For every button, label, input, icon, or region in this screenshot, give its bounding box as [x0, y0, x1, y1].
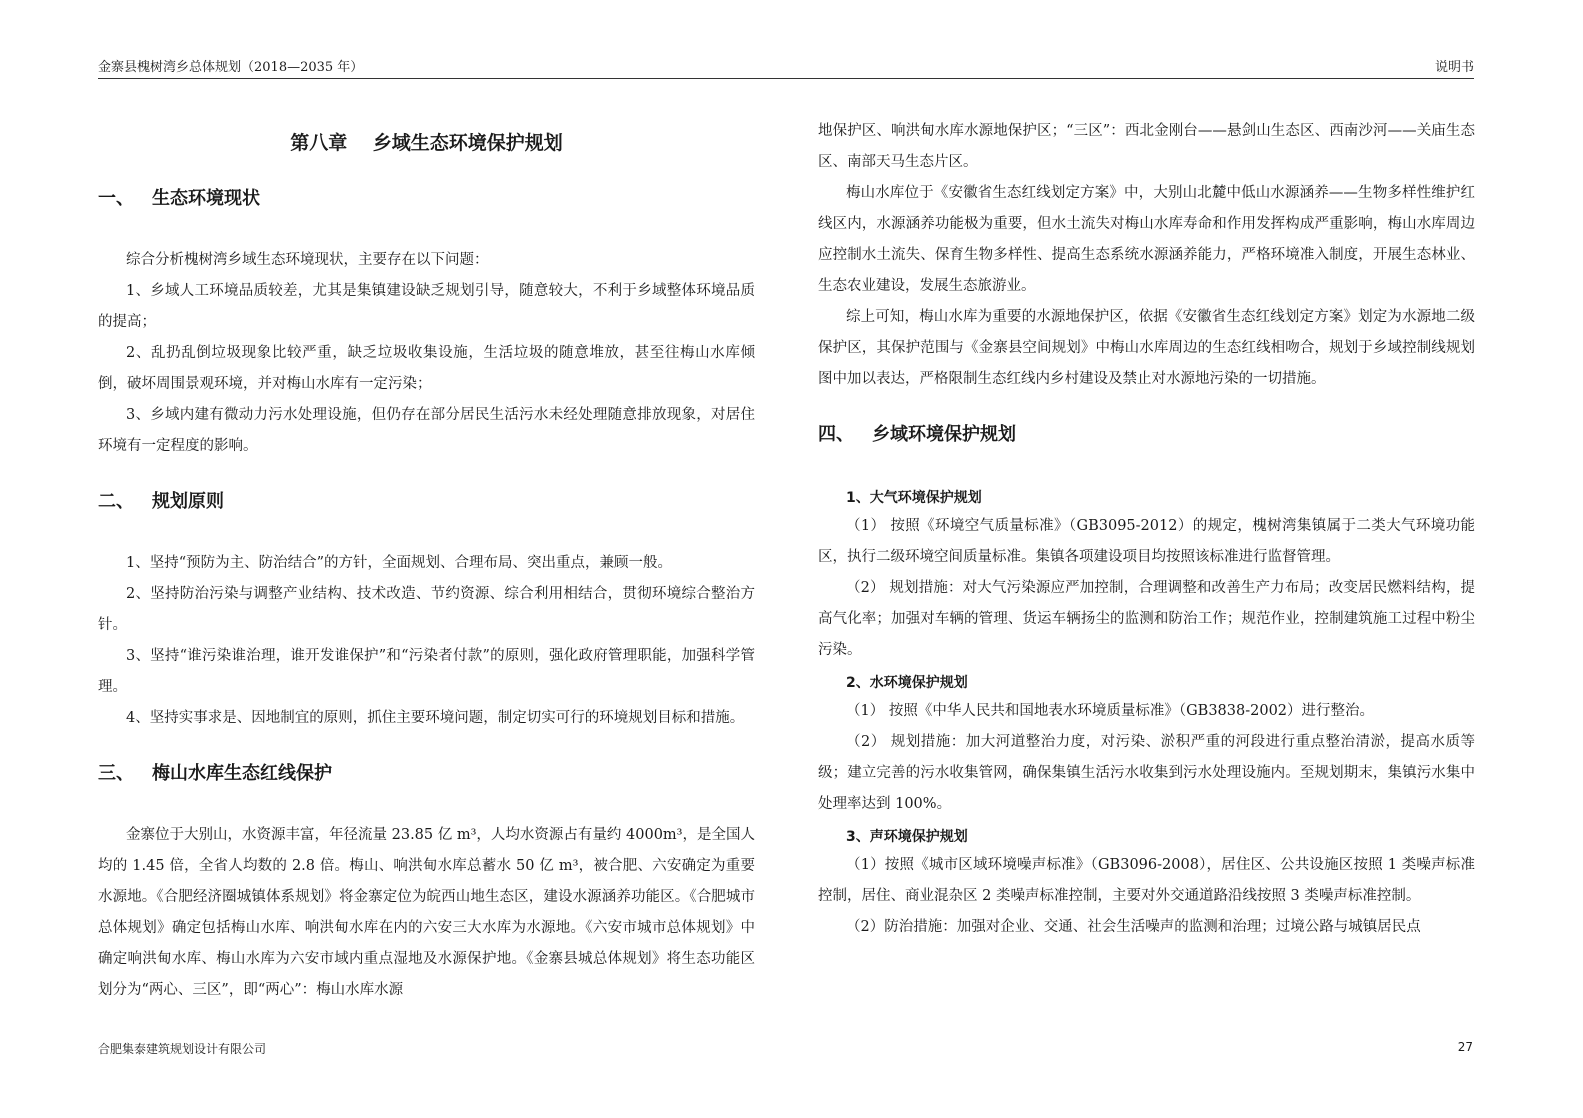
chapter-title: 第八章 乡域生态环境保护规划: [290, 132, 563, 154]
list-item: 1、乡域人工环境品质较差，尤其是集镇建设缺乏规划引导，随意较大，不利于乡域整体环境品质的提高；: [98, 283, 755, 330]
list-item: 2、乱扔乱倒垃圾现象比较严重，缺乏垃圾收集设施，生活垃圾的随意堆放，甚至往梅山水库倾倒，破坏周围景观环境，并对梅山水库有一定污染；: [98, 345, 755, 392]
footer-company: 合肥集泰建筑规划设计有限公司: [98, 1042, 267, 1056]
list-item: 2、坚持防治污染与调整产业结构、技术改造、节约资源、综合利用相结合，贯彻环境综合整治方针。: [98, 586, 755, 633]
section-title: 规划原则: [152, 491, 224, 512]
paragraph: （2） 规划措施：加大河道整治力度，对污染、淤积严重的河段进行重点整治清淤，提高水质等级；建立完善的污水收集管网，确保集镇生活污水收集到污水处理设施内。至规划期末，集镇污水集中处理率达到 100%。: [818, 734, 1475, 812]
paragraph: 金寨位于大别山，水资源丰富，年径流量 23.85 亿 m³，人均水资源占有量约 4000m³，是全国人均的 1.45 倍，全省人均数的 2.8 倍。梅山、响洪甸水库总蓄水 50 亿 m³，被合肥、六安确定为重要水源地。《合肥经济圈城镇体系规划》将金寨定位为皖西山地生态区，建设水源涵养功能区。《合肥城市总体规划》确定包括梅山水库、响洪甸水库在内的六安三大水库为水源地。《六安市城市总体规划》中确定响洪甸水库、梅山水库为六安市域内重点湿地及水源保护地。《金寨县城总体规划》将生态功能区划分为“两心、三区”，即“两心”：梅山水库水源: [98, 827, 755, 998]
paragraph: （1）按照《城市区域环境噪声标准》（GB3096-2008），居住区、公共设施区按照 1 类噪声标准控制，居住、商业混杂区 2 类噪声标准控制，主要对外交通道路沿线按照 3 类噪声标准控制。: [818, 857, 1475, 904]
section-heading-1: [98, 185, 755, 213]
document-title: 金寨县槐树湾乡总体规划（2018—2035 年）: [98, 60, 364, 75]
list-item: 1、坚持“预防为主、防治结合”的方针，全面规划、合理布局、突出重点，兼顾一般。: [126, 555, 673, 571]
list-item: 3、乡域内建有微动力污水处理设施，但仍存在部分居民生活污水未经处理随意排放现象，对居住环境有一定程度的影响。: [98, 407, 755, 454]
paragraph: （2）防治措施：加强对企业、交通、社会生活噪声的监测和治理；过境公路与城镇居民点: [846, 919, 1421, 935]
paragraph: 综上可知，梅山水库为重要的水源地保护区，依据《安徽省生态红线划定方案》划定为水源地二级保护区，其保护范围与《金寨县空间规划》中梅山水库周边的生态红线相吻合，规划于乡域控制线规划图中加以表达，严格限制生态红线内乡村建设及禁止对水源地污染的一切措施。: [818, 309, 1475, 387]
list-item: 3、坚持“谁污染谁治理，谁开发谁保护”和“污染者付款”的原则，强化政府管理职能，加强科学管理。: [98, 648, 755, 695]
section-title: 梅山水库生态红线保护: [152, 763, 332, 784]
section-heading-4: [818, 421, 1475, 449]
section-heading-2: [98, 488, 755, 516]
subsection-title-air: 1、大气环境保护规划: [846, 490, 982, 506]
paragraph: （2） 规划措施：对大气污染源应严加控制，合理调整和改善生产力布局；改变居民燃料结构，提高气化率；加强对车辆的管理、货运车辆扬尘的监测和防治工作；规范作业，控制建筑施工过程中粉尘污染。: [818, 580, 1475, 658]
section-number: 三、: [98, 763, 134, 784]
section-title: 生态环境现状: [152, 188, 260, 209]
paragraph-continued: 地保护区、响洪甸水库水源地保护区；“三区”：西北金刚台——悬剑山生态区、西南沙河——关庙生态区、南部天马生态片区。: [818, 123, 1475, 170]
section-title: 乡域环境保护规划: [872, 424, 1016, 445]
paragraph: （1） 按照《环境空气质量标准》（GB3095-2012）的规定，槐树湾集镇属于二类大气环境功能区，执行二级环境空间质量标准。集镇各项建设项目均按照该标准进行监督管理。: [818, 518, 1475, 565]
page-header: [98, 56, 1474, 79]
paragraph: 梅山水库位于《安徽省生态红线划定方案》中，大别山北麓中低山水源涵养——生物多样性维护红线区内，水源涵养功能极为重要，但水土流失对梅山水库寿命和作用发挥构成严重影响，梅山水库周边应控制水土流失、保育生物多样性、提高生态系统水源涵养能力，严格环境准入制度，开展生态林业、生态农业建设，发展生态旅游业。: [818, 185, 1475, 294]
left-column: [98, 118, 755, 1006]
paragraph: （1） 按照《中华人民共和国地表水环境质量标准》（GB3838-2002）进行整治。: [846, 703, 1375, 719]
section-number: 二、: [98, 491, 134, 512]
section-heading-3: [98, 760, 755, 788]
right-column: [818, 116, 1475, 943]
page-number: 27: [1457, 1040, 1473, 1054]
section-number: 一、: [98, 188, 134, 209]
document-type: 说明书: [1434, 60, 1474, 75]
section-number: 四、: [818, 424, 854, 445]
subsection-title-water: 2、水环境保护规划: [846, 675, 968, 691]
list-item: 4、坚持实事求是、因地制宜的原则，抓住主要环境问题，制定切实可行的环境规划目标和措施。: [126, 710, 745, 726]
paragraph: 综合分析槐树湾乡域生态环境现状，主要存在以下问题：: [126, 252, 489, 268]
subsection-title-noise: 3、声环境保护规划: [846, 829, 968, 845]
